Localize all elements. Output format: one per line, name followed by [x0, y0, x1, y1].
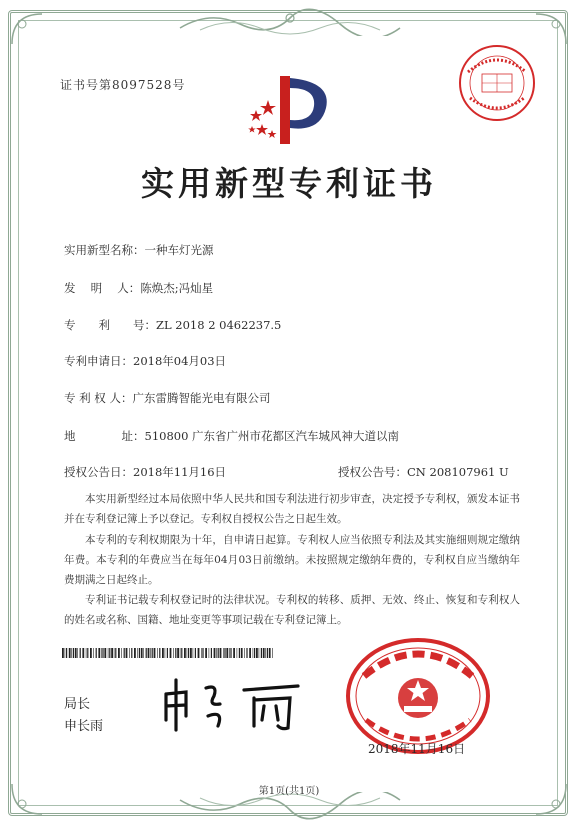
field-value: ZL 2018 2 0462237.5 — [156, 318, 282, 332]
field-patent-number — [64, 317, 281, 333]
corner-ornament-top-right — [534, 12, 568, 46]
field-label: 授权公告号： — [338, 465, 407, 479]
page-footer: 第1页(共1页) — [258, 786, 320, 797]
field-label: 专 利 号： — [64, 318, 156, 332]
field-label: 专 利 权 人： — [64, 391, 133, 405]
statement-paragraph-1: 本实用新型经过本局依照中华人民共和国专利法进行初步审查，决定授予专利权，颁发本证书并在专利登记簿上予以登记。专利权自授权公告之日起生效。 — [64, 493, 520, 525]
field-grant-number — [338, 464, 509, 480]
director-name: 申长雨 — [64, 719, 104, 734]
official-seal-icon — [344, 636, 492, 756]
document-title: 实用新型专利证书 — [141, 164, 437, 203]
field-application-date — [64, 353, 226, 369]
cnipa-logo-icon — [246, 70, 336, 150]
field-value: CN 208107961 U — [407, 465, 509, 479]
field-patentee — [64, 390, 270, 406]
seal-date: 2018年11月16日 — [368, 742, 466, 756]
corner-ornament-top-left — [10, 12, 44, 46]
statement-paragraph-3: 专利证书记载专利权登记时的法律状况。专利权的转移、质押、无效、终止、恢复和专利权人的姓名或名称、国籍、地址变更等事项记载在专利登记簿上。 — [64, 594, 520, 626]
barcode — [62, 648, 276, 658]
field-address — [64, 428, 399, 444]
field-value: 陈焕杰;冯灿星 — [140, 281, 214, 295]
field-label: 实用新型名称： — [64, 243, 145, 257]
field-value: 510800 广东省广州市花都区汽车城风神大道以南 — [144, 429, 400, 443]
field-label: 授权公告日： — [64, 465, 133, 479]
field-value: 广东雷腾智能光电有限公司 — [132, 391, 271, 405]
top-ornament — [170, 8, 410, 36]
director-title: 局长 — [64, 697, 91, 712]
field-value: 2018年11月16日 — [133, 465, 227, 479]
certificate-number: 证书号第8097528号 — [60, 78, 186, 92]
patent-agent-seal-icon — [456, 42, 538, 124]
field-label: 专利申请日： — [64, 354, 133, 368]
director-signature — [158, 676, 304, 732]
field-utility-model-name — [64, 242, 214, 258]
field-label: 地 址： — [64, 429, 145, 443]
field-value: 一种车灯光源 — [144, 243, 214, 257]
field-grant-date — [64, 464, 226, 480]
field-label: 发 明 人： — [64, 281, 141, 295]
field-inventors — [64, 280, 213, 296]
statement-paragraph-2: 本专利的专利权期限为十年，自申请日起算。专利权人应当依照专利法及其实施细则规定缴纳年费。本专利的年费应当在每年04月03日前缴纳。未按照规定缴纳年费的，专利权自应当缴纳年费期满之日起终止。 — [64, 534, 520, 586]
field-value: 2018年04月03日 — [133, 354, 227, 368]
